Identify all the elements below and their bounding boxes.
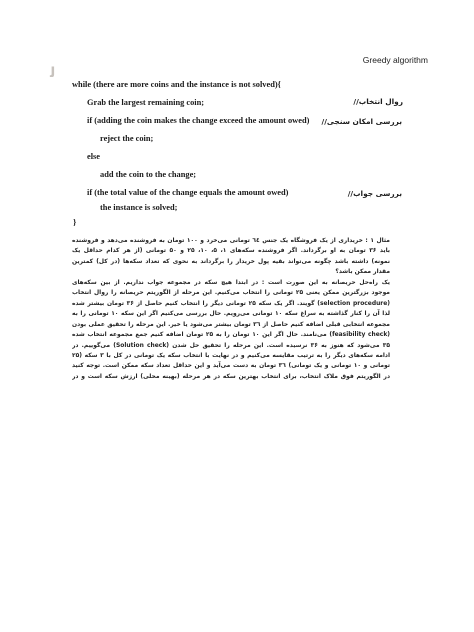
paragraph-line: تومانی و ۱۰ تومانی و یک تومانی) ۳٦ تومان به دست می‌آید و این حداقل تعداد سکه ممکن است. توجه کنید	[72, 362, 390, 370]
code-line-close-brace: }	[73, 218, 77, 227]
paragraph-line: (feasibility check) می‌نامند. حال اگر این ۱۰ تومان را به ۲۵ تومان اضافه کنیم جمع مجموعه انتخاب شده	[72, 331, 390, 339]
page-header-title: Greedy algorithm	[362, 55, 428, 65]
scan-artifact-mark: ﻟ	[50, 65, 56, 81]
paragraph-line: مجموعه انتخابی قبلی اضافه کنیم حاصل از ۳٦ تومان بیشتر می‌شود یا خیر. این مرحله را تحقیق عملی بودن	[72, 320, 390, 328]
comment-selection: روال انتخاب//	[353, 97, 403, 106]
paragraph-line: (selection procedure) گویند. اگر یک سکه ۲۵ تومانی دیگر را انتخاب کنیم حاصل از ۳۶ تومان بیشتر شده	[72, 299, 390, 307]
code-line-grab: Grab the largest remaining coin;	[87, 98, 205, 107]
paragraph-line: در الگوریتم فوق ملاک انتخاب، برای انتخاب بهترین سکه در هر مرحله (بهینه محلی) ارزش سکه است و در	[72, 372, 390, 380]
comment-feasibility: بررسی امکان سنجی//	[321, 117, 402, 126]
paragraph-line: نمونه) داشته باشد چگونه می‌تواند بقیه پول خریدار را برگرداند به نحوی که تعداد سکه‌ها (در کل) کمترین	[72, 257, 390, 265]
paragraph-line: مثال ۱ : خریداری از یک فروشگاه یک جنس ٦٤ تومانی می‌خرد و ۱۰۰ تومان به فروشنده می‌دهد و فروشنده	[72, 237, 390, 244]
paragraph-line: موجود بزرگترین ممکن یعنی ۲۵ تومانی را انتخاب می‌کنیم. این مرحله از الگوریتم حریصانه را روال انتخاب	[72, 289, 390, 297]
code-line-while: while (there are more coins and the instance is not solved){	[72, 80, 281, 89]
code-line-solved: the instance is solved;	[100, 203, 178, 212]
code-line-add: add the coin to the change;	[100, 170, 197, 179]
pseudocode-block	[0, 0, 474, 227]
paragraph-line: یک راه‌حل حریصانه به این صورت است : در ابتدا هیچ سکه در مجموعه جواب نداریم. از بین سکه‌های	[72, 278, 390, 286]
code-line-if-exceed: if (adding the coin makes the change exceed the amount owed)	[87, 116, 310, 125]
paragraph-line: لذا آن را کنار گذاشته به سراغ سکه ۱۰ تومانی می‌رویم. حال بررسی می‌کنیم اگر این سکه ۱۰ تومانی را به	[72, 310, 390, 318]
paragraph-line: مقدار ممکن باشد؟	[335, 268, 390, 276]
code-line-reject: reject the coin;	[100, 134, 154, 143]
example-paragraph	[72, 236, 390, 382]
paragraph-line: ادامه سکه‌های دیگر را به ترتیب مقایسه می‌کنیم و در نهایت با انتخاب سکه یک تومانی در کل با ۳ سکه (۲۵	[72, 351, 390, 359]
paragraph-line: ۳۵ می‌شود که هنوز به ۳۶ نرسیده است. این مرحله را تحقیق حل شدن (Solution check) می‌گوییم. در	[72, 341, 390, 349]
paragraph-line: باید ۳۶ تومان به او برگرداند. اگر فروشنده سکه‌های ۱، ۵، ۱۰، ۲۵ و ۵۰ تومانی (از هر کدام حداقل یک	[72, 247, 390, 255]
code-line-else: else	[87, 152, 101, 161]
comment-solution: بررسی جواب//	[347, 189, 402, 198]
code-line-if-equals: if (the total value of the change equals the amount owed)	[87, 188, 289, 197]
